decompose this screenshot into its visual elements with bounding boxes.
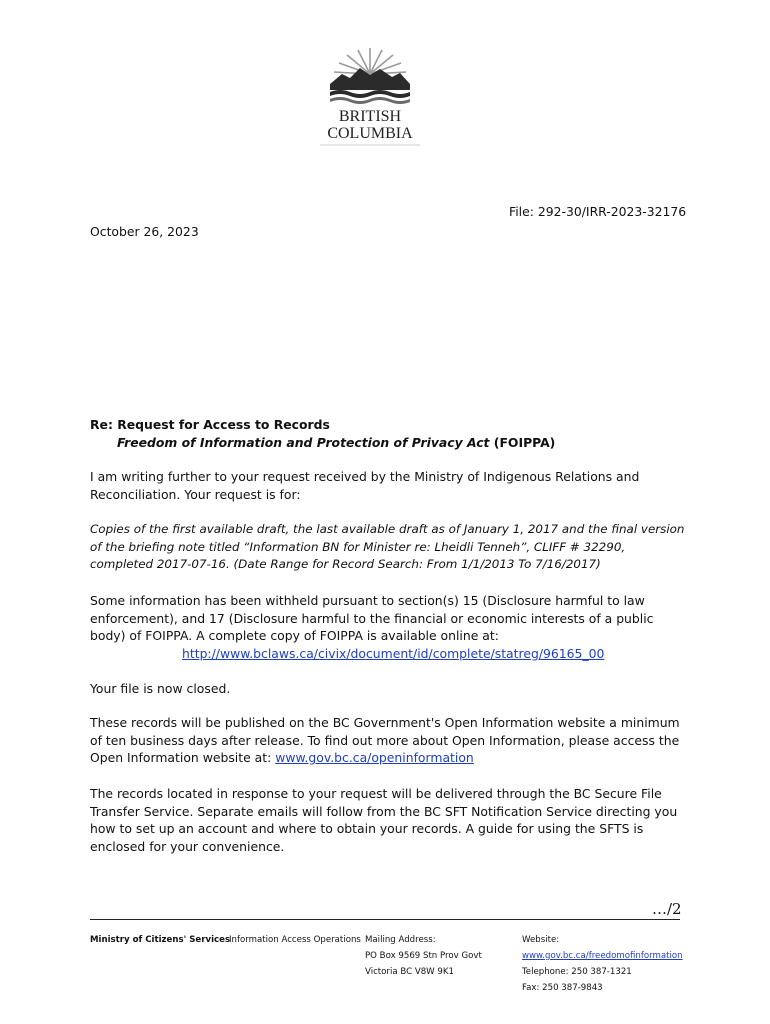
paragraph-open-information (90, 714, 690, 767)
paragraph-withheld (90, 592, 690, 662)
footer-office: Information Access Operations (229, 935, 361, 945)
footer-mailing-address (365, 932, 482, 980)
page-indicator: …/2 (652, 900, 682, 918)
footer-contact (522, 932, 683, 996)
website-label: Website: (522, 935, 560, 945)
bc-government-logo (312, 44, 428, 148)
subject-block (90, 416, 555, 452)
mailing-line-1: PO Box 9569 Stn Prov Govt (365, 951, 482, 961)
mailing-line-2: Victoria BC V8W 9K1 (365, 967, 454, 977)
logo-wordmark-british: BRITISH (338, 108, 402, 125)
open-info-text: These records will be published on the BC Government's Open Information website a minimum of ten business days after release. To find out more about Open Information, please access the Open Information website at: (90, 715, 680, 766)
website-link[interactable]: www.gov.bc.ca/freedomofinformation (522, 951, 683, 961)
subject-line: Re: Request for Access to Records (90, 417, 330, 432)
act-abbreviation: (FOIPPA) (489, 435, 556, 450)
withheld-text: Some information has been withheld pursuant to section(s) 15 (Disclosure harmful to law enforcement), and 17 (Disclosure harmful to the financial or economic interests of a public body) of FOIPPA. A complete copy of FOIPPA is available online at: (90, 593, 654, 644)
act-line (90, 434, 555, 452)
bc-logo-graphic (312, 44, 428, 148)
footer-ministry: Ministry of Citizens' Services (90, 935, 231, 945)
paragraph-file-closed: Your file is now closed. (90, 681, 231, 696)
footer-divider (90, 919, 680, 920)
foippa-link[interactable]: http://www.bclaws.ca/civix/document/id/complete/statreg/96165_00 (182, 645, 605, 661)
telephone: Telephone: 250 387-1321 (522, 967, 632, 977)
file-reference: File: 292-30/IRR-2023-32176 (509, 204, 687, 219)
mailing-label: Mailing Address: (365, 935, 436, 945)
fax: Fax: 250 387-9843 (522, 983, 603, 993)
act-name: Freedom of Information and Protection of Privacy Act (117, 435, 490, 450)
open-information-link[interactable]: www.gov.bc.ca/openinformation (275, 750, 474, 766)
logo-wordmark-columbia: COLUMBIA (327, 125, 413, 142)
paragraph-request-text: Copies of the first available draft, the last available draft as of January 1, 2017 and the final version of the briefing note titled “Information BN for Minister re: Lheidli Tenneh”, CLIFF # 32290, completed 2017-07-16. (Date Range for Record Search: From 1/1/2013 To 7/16/2017) (90, 522, 685, 572)
letter-date: October 26, 2023 (90, 224, 199, 239)
paragraph-request-intro: I am writing further to your request received by the Ministry of Indigenous Relations and Reconciliation. Your request is for: (90, 469, 640, 502)
paragraph-sfts: The records located in response to your request will be delivered through the BC Secure File Transfer Service. Separate emails will follow from the BC SFT Notification Service directing you how to set up an account and where to obtain your records. A guide for using the SFTS is enclosed for your convenience. (90, 786, 678, 854)
